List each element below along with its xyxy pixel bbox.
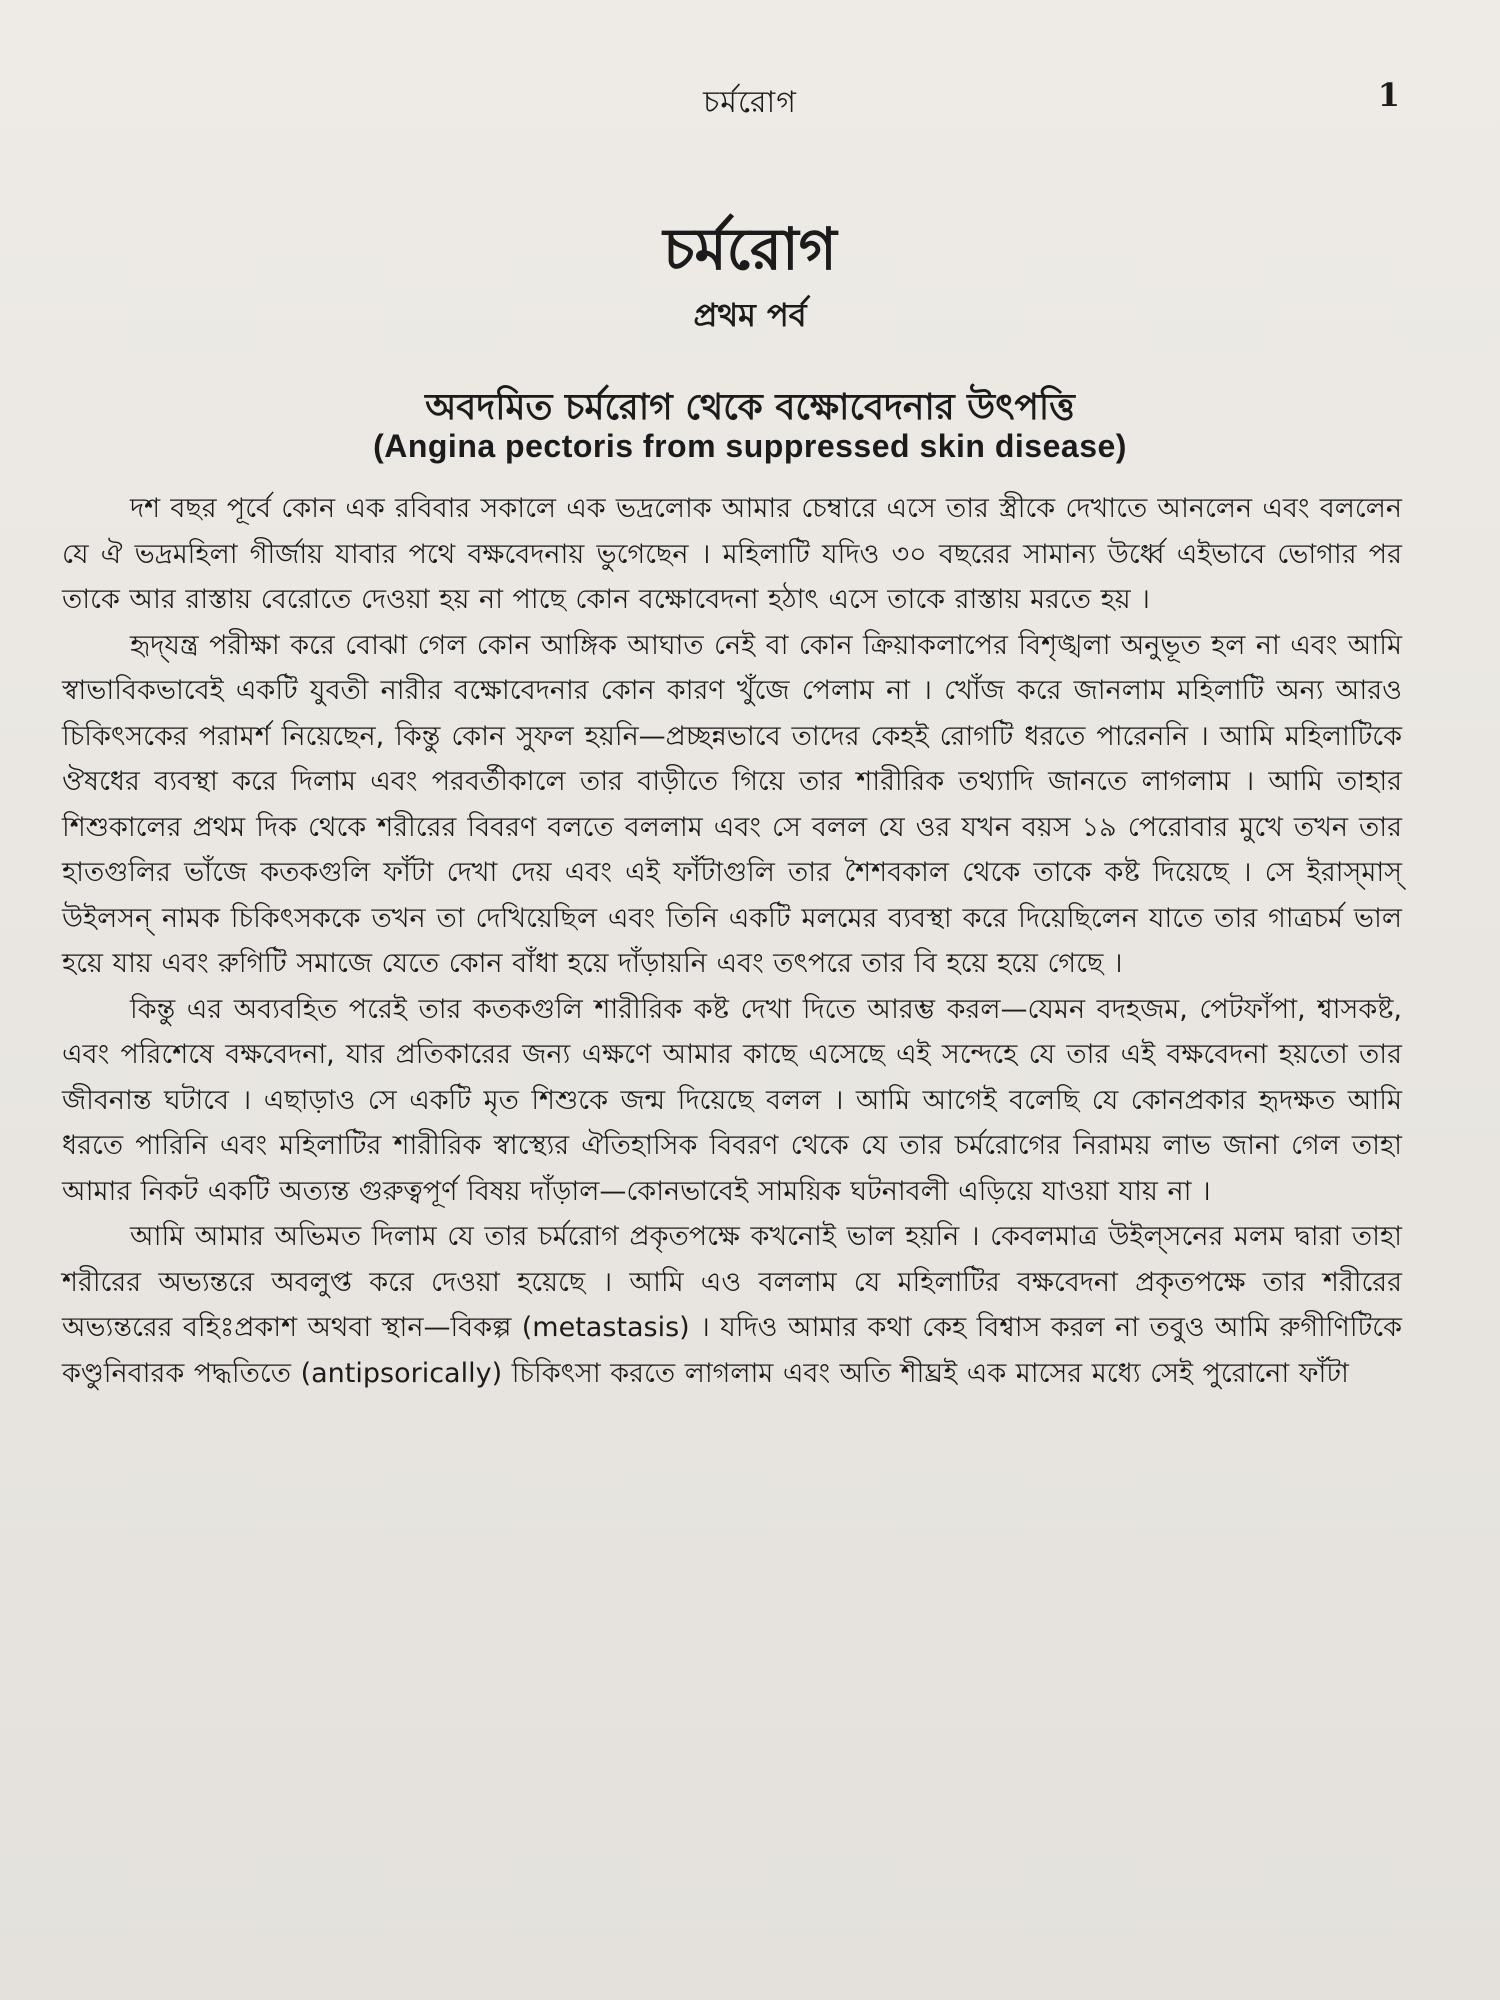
running-head: চর্মরোগ: [703, 85, 797, 120]
paragraph-4: আমি আমার অভিমত দিলাম যে তার চর্মরোগ প্রকৃতপক্ষে কখনোই ভাল হয়নি । কেবলমাত্র উইল্‌সনের মলম দ্বারা তাহা শরীরের অভ্যন্তরে অবলুপ্ত করে দেওয়া হয়েছে । আমি এও বললাম যে মহিলাটির বক্ষবেদনা প্রকৃতপক্ষে তার শরীরের অভ্যন্তরের বহিঃপ্রকাশ অথবা স্থান—বিকল্প (metastasis) । যদিও আমার কথা কেহ বিশ্বাস করল না তবুও আমি রুগীণিটিকে কণ্ডুনিবারক পদ্ধতিতে (antipsorically) চিকিৎসা করতে লাগলাম এবং অতি শীঘ্রই এক মাসের মধ্যে সেই পুরোনো ফাঁটা: [62, 1221, 1402, 1389]
part-subtitle: প্রথম পর্ব: [693, 296, 807, 334]
body-text: [62, 486, 1402, 1396]
page-title: চর্মরোগ: [663, 215, 837, 283]
chapter-heading-english: (Angina pectoris from suppressed skin disease): [373, 428, 1127, 464]
page-number: 1: [1377, 76, 1400, 114]
paragraph-3: কিন্তু এর অব্যবহিত পরেই তার কতকগুলি শারীরিক কষ্ট দেখা দিতে আরম্ভ করল—যেমন বদহজম, পেটফাঁপা, শ্বাসকষ্ট, এবং পরিশেষে বক্ষবেদনা, যার প্রতিকারের জন্য এক্ষণে আমার কাছে এসেছে এই সন্দেহে যে তার এই বক্ষবেদনা হয়তো তার জীবনান্ত ঘটাবে । এছাড়াও সে একটি মৃত শিশুকে জন্ম দিয়েছে বলল । আমি আগেই বলেছি যে কোনপ্রকার হৃদক্ষত আমি ধরতে পারিনি এবং মহিলাটির শারীরিক স্বাস্থ্যের ঐতিহাসিক বিবরণ থেকে যে তার চর্মরোগের নিরাময় লাভ জানা গেল তাহা আমার নিকট একটি অত্যন্ত গুরুত্বপূর্ণ বিষয় দাঁড়াল—কোনভাবেই সাময়িক ঘটনাবলী এড়িয়ে যাওয়া যায় না ।: [62, 993, 1402, 1207]
paragraph-2: হৃদ্‌যন্ত্র পরীক্ষা করে বোঝা গেল কোন আঙ্গিক আঘাত নেই বা কোন ক্রিয়াকলাপের বিশৃঙ্খলা অনুভূত হল না এবং আমি স্বাভাবিকভাবেই একটি যুবতী নারীর বক্ষোবেদনার কোন কারণ খুঁজে পেলাম না । খোঁজ করে জানলাম মহিলাটি অন্য আরও চিকিৎসকের পরামর্শ নিয়েছেন, কিন্তু কোন সুফল হয়নি—প্রচ্ছন্নভাবে তাদের কেহই রোগটি ধরতে পারেননি । আমি মহিলাটিকে ঔষধের ব্যবস্থা করে দিলাম এবং পরবর্তীকালে তার বাড়ীতে গিয়ে তার শারীরিক তথ্যাদি জানতে লাগলাম । আমি তাহার শিশুকালের প্রথম দিক থেকে শরীরের বিবরণ বলতে বললাম এবং সে বলল যে ওর যখন বয়স ১৯ পেরোবার মুখে তখন তার হাতগুলির ভাঁজে কতকগুলি ফাঁটা দেখা দেয় এবং এই ফাঁটাগুলি তার শৈশবকাল থেকে তাকে কষ্ট দিয়েছে । সে ইরাস্‌মাস্‌ উইলসন্‌ নামক চিকিৎসককে তখন তা দেখিয়েছিল এবং তিনি একটি মলমের ব্যবস্থা করে দিয়েছিলেন যাতে তার গাত্রচর্ম ভাল হয়ে যায় এবং রুগিটি সমাজে যেতে কোন বাঁধা হয়ে দাঁড়ায়নি এবং তৎপরে তার বি হয়ে হয়ে গেছে ।: [62, 629, 1402, 979]
paragraph-1: দশ বছর পূর্বে কোন এক রবিবার সকালে এক ভদ্রলোক আমার চেম্বারে এসে তার স্ত্রীকে দেখাতে আনলেন এবং বললেন যে ঐ ভদ্রমহিলা গীর্জায় যাবার পথে বক্ষবেদনায় ভুগেছেন । মহিলাটি যদিও ৩০ বছরের সামান্য উর্ধ্বে এইভাবে ভোগার পর তাকে আর রাস্তায় বেরোতে দেওয়া হয় না পাছে কোন বক্ষোবেদনা হঠাৎ এসে তাকে রাস্তায় মরতে হয় ।: [62, 493, 1402, 615]
chapter-heading: অবদমিত চর্মরোগ থেকে বক্ষোবেদনার উৎপত্তি: [425, 386, 1075, 428]
